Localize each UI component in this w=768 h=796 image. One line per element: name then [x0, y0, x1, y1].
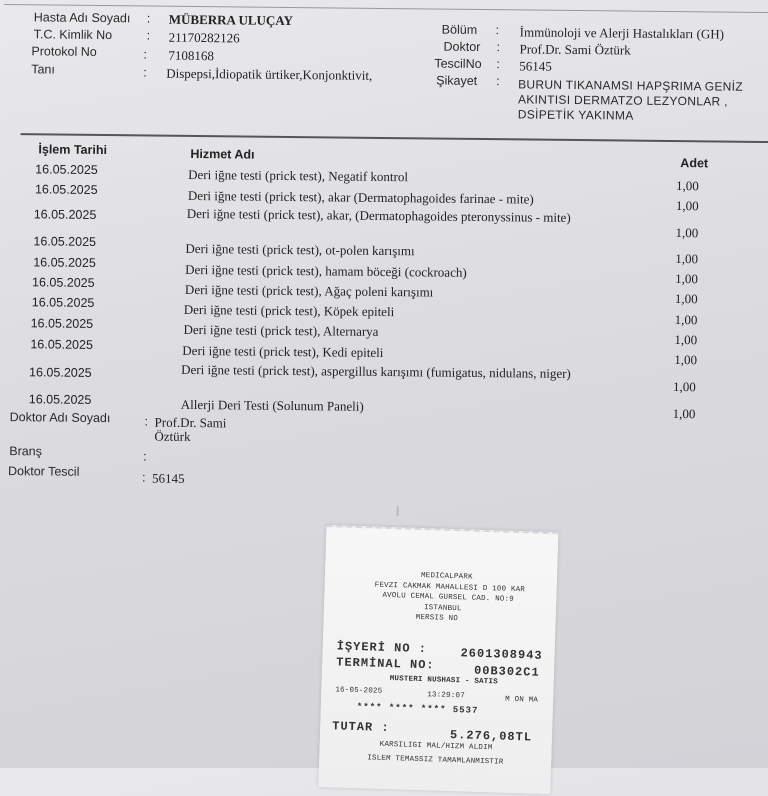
receipt-line-1: MEDICALPARK	[420, 571, 473, 582]
footer-doctor-label: Doktor Adı Soyadı	[9, 410, 111, 426]
row-date: 16.05.2025	[35, 162, 98, 177]
receipt-line-4: ISTANBUL	[423, 604, 462, 614]
footer-doctor-line-1: Prof.Dr. Sami	[154, 414, 227, 431]
row-qty: 1,00	[674, 332, 698, 348]
diagnosis-label: Tanı	[31, 62, 55, 77]
complaint-line-2: AKINTISI DERMATZO LEZYONLAR ,	[517, 92, 728, 109]
total-label: TUTAR :	[332, 719, 390, 736]
row-date: 16.05.2025	[33, 234, 97, 249]
branch-label: Branş	[9, 444, 43, 459]
row-qty: 1,00	[674, 291, 698, 307]
row-qty: 1,00	[675, 271, 698, 287]
row-service: Deri iğne testi (prick test), akar (Dermatophagoides farinae - mite)	[187, 187, 534, 207]
row-qty: 1,00	[672, 379, 696, 395]
footer-registry: 56145	[151, 470, 185, 486]
footer-registry-label: Doktor Tescil	[7, 464, 80, 479]
row-service: Deri iğne testi (prick test), Negatif kontrol	[188, 166, 409, 185]
row-date: 16.05.2025	[30, 316, 94, 331]
total-amount: 5.276,08TL	[449, 727, 533, 745]
patient-name-label: Hasta Adı Soyadı	[33, 10, 131, 26]
doctor-label: Doktor	[443, 39, 481, 54]
complaint-line-1: BURUN TIKANAMSI HAPŞRIMA GENİZ	[518, 77, 744, 94]
tc-label: T.C. Kimlik No	[33, 27, 113, 43]
receipt-line-2: FEVZI CAKMAK MAHALLESI D 100 KAR	[374, 581, 526, 595]
row-qty: 1,00	[675, 251, 699, 267]
row-qty: 1,00	[672, 406, 696, 422]
colon: :	[496, 40, 501, 55]
colon: :	[496, 57, 500, 72]
row-service: Deri iğne testi (prick test), ot-polen karışımı	[185, 240, 415, 259]
row-date: 16.05.2025	[29, 365, 92, 380]
row-service: Deri iğne testi (prick test), Kedi epiteli	[182, 342, 384, 360]
column-header-qty: Adet	[680, 156, 709, 171]
row-service: Deri iğne testi (prick test), akar, (Dermatophagoides pteronyssinus - mite)	[186, 205, 571, 225]
receipt-time: 13:29:07	[427, 691, 465, 701]
registry-number: 56145	[519, 58, 552, 74]
department: İmmünoloji ve Alerji Hastalıkları (GH)	[519, 24, 725, 42]
row-service: Deri iğne testi (prick test), Köpek epiteli	[183, 301, 395, 320]
registry-label: TescilNo	[434, 56, 482, 72]
row-date: 16.05.2025	[33, 255, 96, 270]
colon: :	[143, 449, 147, 464]
row-service: Deri iğne testi (prick test), Ağaç poleni karışımı	[184, 281, 434, 300]
row-date: 16.05.2025	[31, 275, 95, 290]
terminal-number: 00B302C1	[473, 663, 540, 680]
merchant-number: 2601308943	[460, 646, 543, 663]
colon: :	[146, 28, 151, 43]
row-qty: 1,00	[676, 178, 699, 194]
receipt-note-2: ISLEM TEMASSIZ TAMAMLANMISTIR	[367, 754, 504, 767]
colon: :	[496, 74, 500, 89]
colon: :	[141, 470, 146, 485]
row-date: 16.05.2025	[33, 207, 97, 222]
terminal-label: TERMİNAL NO:	[336, 655, 435, 673]
column-header-service: Hizmet Adı	[190, 146, 255, 162]
colon: :	[143, 47, 147, 62]
complaint-line-3: DSİPETİK YAKINMA	[517, 107, 634, 123]
colon: :	[143, 65, 147, 80]
transaction-type: MUSTERI NUSHASI - SATIS	[389, 675, 498, 687]
row-service: Allerji Deri Testi (Solunum Paneli)	[180, 396, 364, 414]
diagnosis: Dispepsi,İdiopatik ürtiker,Konjonktivit,	[166, 65, 373, 83]
row-service: Deri iğne testi (prick test), Alternarya	[183, 321, 379, 339]
colon: :	[146, 11, 151, 26]
row-qty: 1,00	[674, 352, 698, 368]
receipt-line-5: MERSIS NO	[415, 613, 459, 624]
receipt-date: 16-05-2025	[335, 686, 383, 696]
receipt-note-1: KARSILIGI MAL/HIZM ALDIM	[379, 740, 493, 753]
row-service: Deri iğne testi (prick test), aspergillus karışımı (fumigatus, nidulans, niger)	[181, 361, 571, 381]
row-date: 16.05.2025	[31, 295, 95, 310]
protocol-label: Protokol No	[31, 44, 97, 59]
row-date: 16.05.2025	[28, 392, 92, 407]
receipt-line-3: AVOLU CEMAL GURSEL CAD. NO:9	[382, 591, 515, 604]
tc-number: 21170282126	[168, 29, 240, 46]
row-qty: 1,00	[675, 198, 699, 214]
colon: :	[144, 414, 149, 429]
protocol-number: 7108168	[168, 47, 215, 64]
row-date: 16.05.2025	[30, 337, 94, 352]
receipt-mode: M ON MA	[505, 695, 539, 705]
colon: :	[495, 23, 500, 38]
column-header-date: İşlem Tarihi	[38, 142, 108, 158]
row-service: Deri iğne testi (prick test), hamam böceği (cockroach)	[185, 261, 467, 280]
complaint-label: Şikayet	[436, 73, 478, 88]
card-number: **** **** **** 5537	[356, 702, 479, 716]
paper-mark	[397, 506, 399, 516]
patient-name: MÜBERRA ULUÇAY	[168, 11, 294, 29]
footer-doctor-line-2: Öztürk	[154, 428, 191, 444]
row-qty: 1,00	[675, 225, 699, 241]
payment-receipt	[318, 525, 558, 794]
row-date: 16.05.2025	[34, 182, 98, 197]
department-label: Bölüm	[441, 22, 478, 37]
doctor-name: Prof.Dr. Sami Öztürk	[519, 41, 631, 58]
section-divider	[21, 133, 768, 142]
merchant-label: İŞYERİ NO :	[336, 639, 428, 657]
row-qty: 1,00	[674, 312, 698, 328]
